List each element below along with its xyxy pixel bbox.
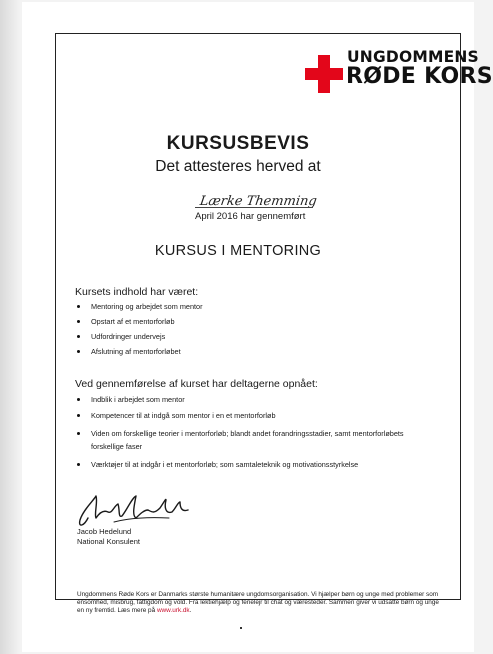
footer-body: Ungdommens Røde Kors er Danmarks største humanitære ungdomsorganisation. Vi hjælper børn og unge med problemer som ensomhed, misbrug, fattigdom og vold. Fra lektiehjælp og ferielejr til chat og væresteder. Sammen giver vi udsatte børn og unge en ny fremtid. Læs mere på: [77, 591, 439, 614]
course-name: KURSUS I MENTORING: [154, 243, 322, 259]
handwritten-signature: [74, 488, 194, 532]
content-list: [75, 302, 425, 356]
list-item-text: Mentoring og arbejdet som mentor: [91, 302, 203, 311]
bullet-icon: [77, 398, 80, 401]
certificate-title: KURSUSBEVIS: [166, 133, 310, 154]
list-item-text: Kompetencer til at indgå som mentor i en et mentorforløb: [91, 411, 276, 420]
footer-text: [77, 591, 447, 615]
content-heading: Kursets indhold har været:: [75, 286, 199, 298]
list-item: [75, 427, 425, 453]
list-item: [75, 347, 425, 356]
logo-text-line1: UNGDOMMENS: [347, 47, 479, 67]
list-item-text: Viden om forskellige teorier i mentorforløb; blandt andet forandringsstadier, samt mentorforløbets forskellige faser: [91, 429, 404, 451]
outcomes-heading: Ved gennemførelse af kurset har deltagerne opnået:: [75, 378, 318, 390]
bullet-icon: [77, 414, 80, 417]
signer-title: National Konsulent: [77, 537, 140, 546]
bullet-icon: [77, 335, 80, 338]
list-item-text: Værktøjer til at indgår i et mentorforløb; som samtaleteknik og motivationsstyrkelse: [91, 460, 359, 469]
scan-shadow: [0, 0, 20, 654]
list-item: [75, 332, 425, 341]
list-item: [75, 302, 425, 311]
footer-link-suffix: .: [189, 607, 192, 614]
outcomes-list: [75, 395, 425, 469]
list-item: [75, 411, 425, 420]
list-item-text: Udfordringer undervejs: [91, 332, 166, 341]
handwritten-name-text: Lærke Themming: [198, 194, 318, 209]
bullet-icon: [77, 305, 80, 308]
bullet-icon: [77, 463, 80, 466]
list-item-text: Afslutning af mentorforløbet: [91, 347, 181, 356]
signer-name: Jacob Hedelund: [77, 527, 132, 536]
list-item: [75, 460, 425, 469]
list-item-text: Opstart af et mentorforløb: [91, 317, 175, 326]
list-item-text: Indblik i arbejdet som mentor: [91, 395, 185, 404]
completion-text: April 2016 har gennemført: [195, 211, 306, 222]
urk-logo: [305, 47, 493, 94]
bullet-icon: [77, 432, 80, 435]
red-cross-icon: [305, 55, 343, 93]
bullet-icon: [77, 350, 80, 353]
bullet-icon: [77, 320, 80, 323]
website-link[interactable]: www.urk.dk: [156, 607, 190, 614]
list-item: [75, 317, 425, 326]
certificate-subtitle: Det attesteres herved at: [155, 158, 321, 175]
list-item: [75, 395, 425, 404]
name-underline: [195, 207, 313, 208]
scan-dot: [240, 627, 242, 629]
logo-text-line2: RØDE KORS: [346, 64, 493, 89]
